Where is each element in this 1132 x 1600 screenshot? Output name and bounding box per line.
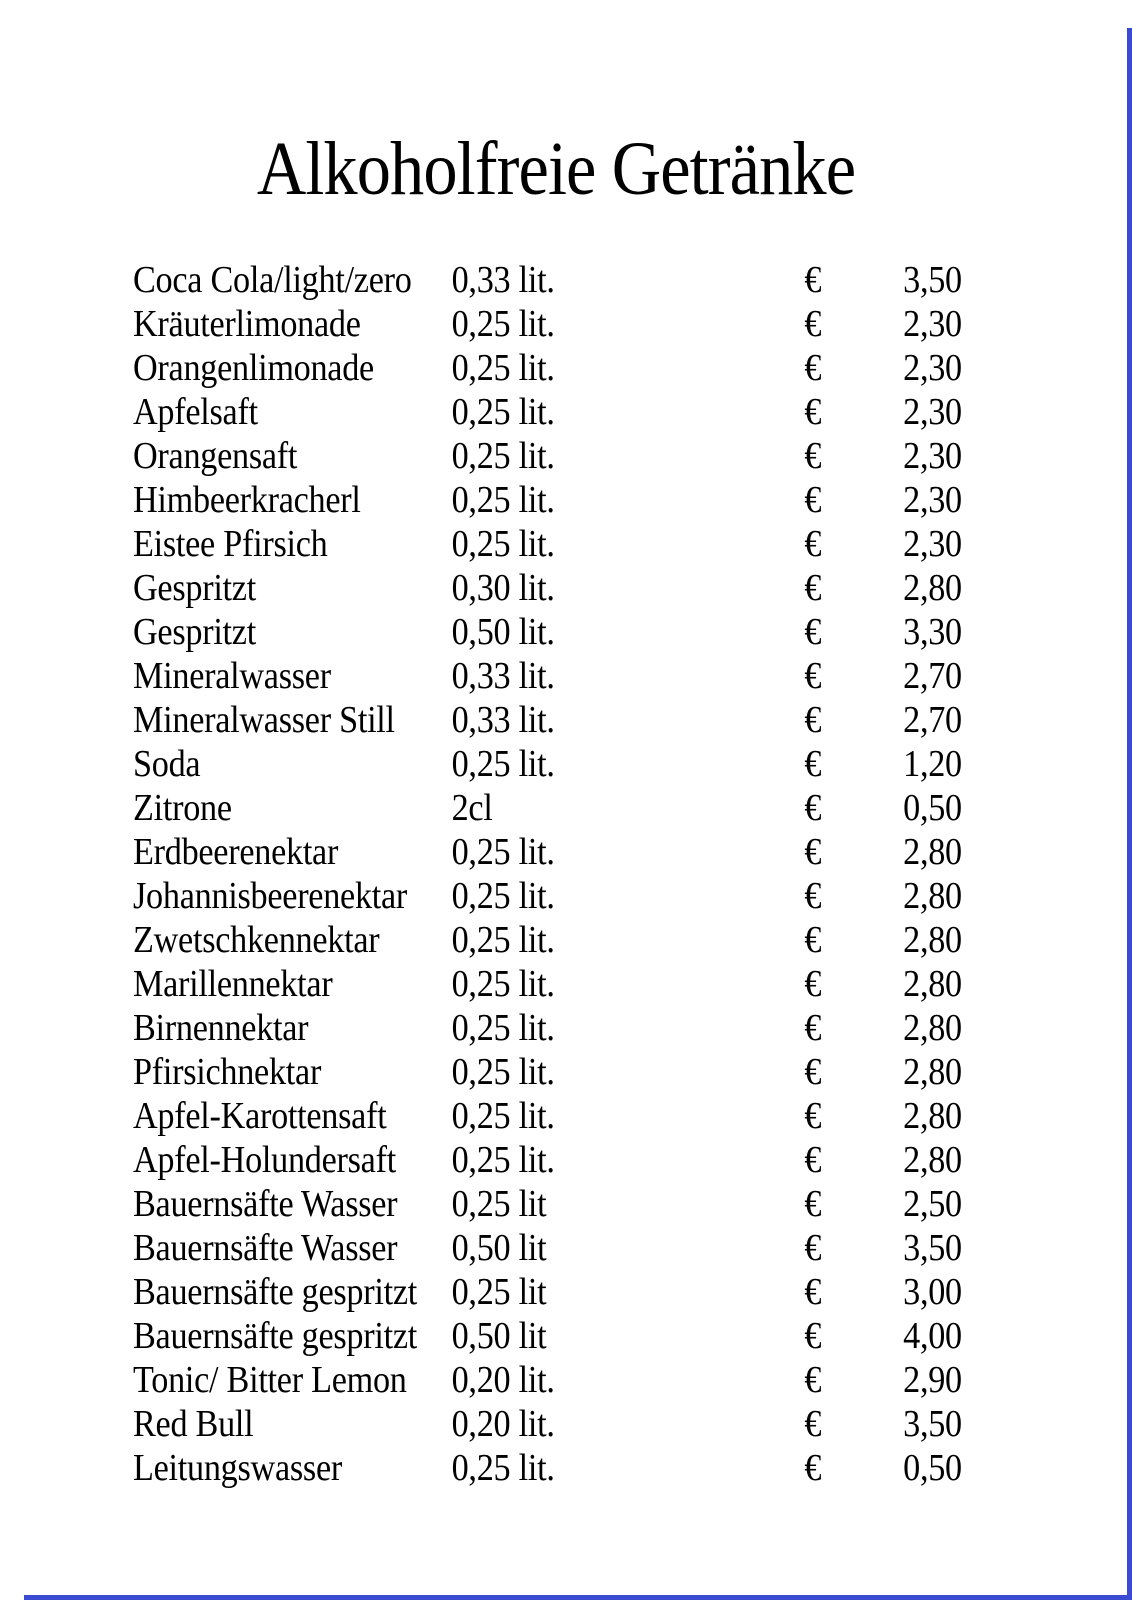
item-name: Pfirsichnektar <box>133 1051 322 1093</box>
item-name: Zwetschkennektar <box>133 919 380 961</box>
item-size: 0,25 lit. <box>451 743 555 785</box>
menu-item-row <box>133 830 962 874</box>
item-price: 2,80 <box>903 875 962 917</box>
menu-item-row <box>133 258 962 302</box>
currency-symbol: € <box>804 435 822 477</box>
item-name: Apfel-Karottensaft <box>133 1095 387 1137</box>
item-size: 0,25 lit. <box>451 963 555 1005</box>
item-name: Red Bull <box>133 1403 254 1445</box>
item-price: 2,80 <box>903 1095 962 1137</box>
item-size: 0,20 lit. <box>451 1359 555 1401</box>
menu-item-row <box>133 1226 962 1270</box>
currency-symbol: € <box>804 1183 822 1225</box>
item-size: 0,25 lit. <box>451 479 555 521</box>
item-price: 2,70 <box>903 699 962 741</box>
currency-symbol: € <box>804 1271 822 1313</box>
item-name: Erdbeerenektar <box>133 831 339 873</box>
item-price: 1,20 <box>903 743 962 785</box>
item-price: 3,50 <box>903 1403 962 1445</box>
currency-symbol: € <box>804 479 822 521</box>
item-price: 2,80 <box>903 831 962 873</box>
item-name: Bauernsäfte gespritzt <box>133 1271 417 1313</box>
item-size: 0,25 lit. <box>451 919 555 961</box>
currency-symbol: € <box>804 743 822 785</box>
item-price: 0,50 <box>903 787 962 829</box>
menu-item-row <box>133 742 962 786</box>
item-size: 0,25 lit. <box>451 523 555 565</box>
currency-symbol: € <box>804 1095 822 1137</box>
item-size: 0,30 lit. <box>451 567 555 609</box>
item-name: Marillennektar <box>133 963 333 1005</box>
currency-symbol: € <box>804 1051 822 1093</box>
item-size: 0,50 lit <box>451 1315 547 1357</box>
item-price: 2,30 <box>903 435 962 477</box>
menu-item-row <box>133 610 962 654</box>
item-size: 0,33 lit. <box>451 699 555 741</box>
item-name: Orangenlimonade <box>133 347 374 389</box>
currency-symbol: € <box>804 1447 822 1489</box>
menu-item-row <box>133 1006 962 1050</box>
item-price: 3,00 <box>903 1271 962 1313</box>
currency-symbol: € <box>804 1359 822 1401</box>
currency-symbol: € <box>804 347 822 389</box>
item-price: 3,30 <box>903 611 962 653</box>
currency-symbol: € <box>804 831 822 873</box>
item-price: 2,30 <box>903 303 962 345</box>
menu-item-row <box>133 478 962 522</box>
item-name: Apfelsaft <box>133 391 258 433</box>
item-size: 0,50 lit. <box>451 611 555 653</box>
item-size: 2cl <box>451 787 493 829</box>
page-title: Alkoholfreie Getränke <box>256 127 856 211</box>
item-name: Soda <box>133 743 201 785</box>
item-name: Leitungswasser <box>133 1447 342 1489</box>
menu-item-row <box>133 874 962 918</box>
item-name: Gespritzt <box>133 611 256 653</box>
menu-item-row <box>133 1446 962 1490</box>
item-price: 2,30 <box>903 523 962 565</box>
menu-item-row <box>133 1402 962 1446</box>
currency-symbol: € <box>804 523 822 565</box>
item-size: 0,25 lit. <box>451 1447 555 1489</box>
menu-item-row <box>133 434 962 478</box>
menu-item-row <box>133 654 962 698</box>
item-size: 0,25 lit. <box>451 831 555 873</box>
item-name: Johannisbeerenektar <box>133 875 408 917</box>
item-name: Birnennektar <box>133 1007 309 1049</box>
item-size: 0,25 lit <box>451 1271 547 1313</box>
currency-symbol: € <box>804 699 822 741</box>
menu-item-row <box>133 1138 962 1182</box>
item-name: Himbeerkracherl <box>133 479 361 521</box>
menu-item-row <box>133 918 962 962</box>
currency-symbol: € <box>804 963 822 1005</box>
menu-item-row <box>133 1314 962 1358</box>
item-size: 0,25 lit <box>451 1183 547 1225</box>
menu-item-row <box>133 1270 962 1314</box>
item-name: Apfel-Holundersaft <box>133 1139 396 1181</box>
currency-symbol: € <box>804 1403 822 1445</box>
item-name: Bauernsäfte Wasser <box>133 1227 398 1269</box>
item-size: 0,20 lit. <box>451 1403 555 1445</box>
item-size: 0,25 lit. <box>451 347 555 389</box>
currency-symbol: € <box>804 1007 822 1049</box>
menu-item-row <box>133 566 962 610</box>
item-name: Mineralwasser <box>133 655 331 697</box>
item-price: 3,50 <box>903 259 962 301</box>
item-price: 2,30 <box>903 391 962 433</box>
item-size: 0,25 lit. <box>451 875 555 917</box>
item-size: 0,25 lit. <box>451 1095 555 1137</box>
menu-item-row <box>133 390 962 434</box>
item-size: 0,25 lit. <box>451 1007 555 1049</box>
item-name: Eistee Pfirsich <box>133 523 328 565</box>
scan-edge-right <box>1127 28 1132 1600</box>
item-size: 0,33 lit. <box>451 259 555 301</box>
currency-symbol: € <box>804 391 822 433</box>
currency-symbol: € <box>804 303 822 345</box>
currency-symbol: € <box>804 1227 822 1269</box>
currency-symbol: € <box>804 1139 822 1181</box>
item-name: Zitrone <box>133 787 232 829</box>
currency-symbol: € <box>804 919 822 961</box>
item-name: Bauernsäfte Wasser <box>133 1183 398 1225</box>
item-price: 2,80 <box>903 963 962 1005</box>
item-name: Gespritzt <box>133 567 256 609</box>
menu-item-row <box>133 346 962 390</box>
item-price: 3,50 <box>903 1227 962 1269</box>
menu-item-row <box>133 1094 962 1138</box>
item-size: 0,25 lit. <box>451 435 555 477</box>
item-price: 2,80 <box>903 1007 962 1049</box>
item-price: 2,80 <box>903 1051 962 1093</box>
item-size: 0,25 lit. <box>451 1139 555 1181</box>
currency-symbol: € <box>804 259 822 301</box>
menu-item-row <box>133 1050 962 1094</box>
item-name: Orangensaft <box>133 435 298 477</box>
item-price: 2,80 <box>903 919 962 961</box>
currency-symbol: € <box>804 655 822 697</box>
menu-item-row <box>133 698 962 742</box>
item-size: 0,25 lit. <box>451 391 555 433</box>
item-price: 2,80 <box>903 1139 962 1181</box>
scan-edge-bottom <box>24 1595 1132 1600</box>
item-price: 0,50 <box>903 1447 962 1489</box>
item-name: Coca Cola/light/zero <box>133 259 412 301</box>
currency-symbol: € <box>804 875 822 917</box>
menu-list <box>133 258 1054 1490</box>
menu-item-row <box>133 962 962 1006</box>
item-name: Mineralwasser Still <box>133 699 395 741</box>
item-size: 0,50 lit <box>451 1227 547 1269</box>
menu-item-row <box>133 786 962 830</box>
currency-symbol: € <box>804 611 822 653</box>
item-name: Bauernsäfte gespritzt <box>133 1315 417 1357</box>
item-size: 0,25 lit. <box>451 1051 555 1093</box>
item-price: 2,50 <box>903 1183 962 1225</box>
item-name: Kräuterlimonade <box>133 303 361 345</box>
item-price: 2,90 <box>903 1359 962 1401</box>
item-price: 2,70 <box>903 655 962 697</box>
item-price: 2,30 <box>903 479 962 521</box>
menu-item-row <box>133 1182 962 1226</box>
item-name: Tonic/ Bitter Lemon <box>133 1359 407 1401</box>
menu-item-row <box>133 522 962 566</box>
currency-symbol: € <box>804 787 822 829</box>
item-size: 0,33 lit. <box>451 655 555 697</box>
menu-item-row <box>133 302 962 346</box>
currency-symbol: € <box>804 1315 822 1357</box>
item-price: 2,80 <box>903 567 962 609</box>
item-price: 2,30 <box>903 347 962 389</box>
menu-item-row <box>133 1358 962 1402</box>
item-price: 4,00 <box>903 1315 962 1357</box>
item-size: 0,25 lit. <box>451 303 555 345</box>
currency-symbol: € <box>804 567 822 609</box>
